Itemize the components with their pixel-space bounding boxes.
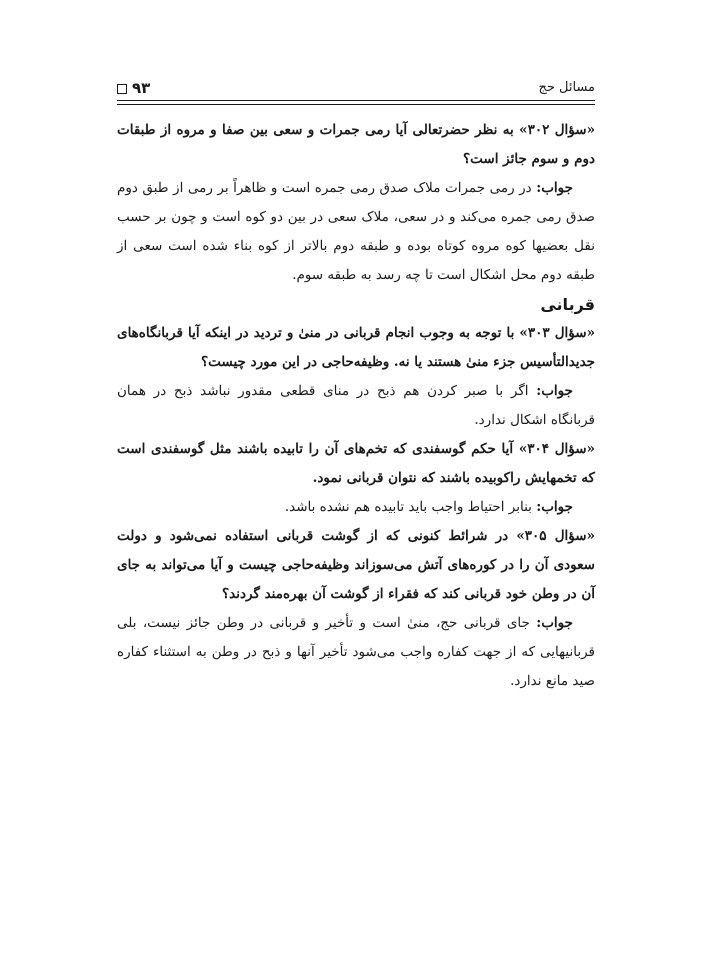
question-305: «سؤال ۳۰۵» در شرائط کنونی که از گوشت قربانی استفاده نمی‌شود و دولت سعودی آن را در کوره‌های آتش می‌سوزاند وظیفه‌حاجی چیست و آیا می‌تواند به جای آن در وطن خود قربانی کند که فقراء از گوشت آن بهره‌مند گردند؟ (117, 528, 595, 602)
answer-text: اگر با صبر کردن هم ذبح در منای قطعی مقدور نباشد ذبح در همان قربانگاه اشکال ندارد. (117, 383, 595, 428)
answer-305 (117, 609, 595, 696)
question-302: «سؤال ۳۰۲» به نظر حضرتعالی آیا رمی جمرات و سعی بین صفا و مروه از طبقات دوم و سوم جائز است؟ (117, 122, 596, 167)
header-rule-thin (117, 104, 595, 105)
answer-302 (117, 174, 595, 290)
page-header (117, 80, 595, 102)
answer-text: بنابر احتیاط واجب باید تابیده هم نشده باشد. (284, 499, 532, 515)
answer-label: جواب: (536, 180, 573, 196)
question-303: «سؤال ۳۰۳» با توجه به وجوب انجام قربانی در منیٰ و تردید در اینکه آیا قربانگاه‌های جدیدالتأسیس جزء منیٰ هستند یا نه. وظیفه‌حاجی در این مورد چیست؟ (117, 325, 596, 370)
answer-304 (117, 493, 595, 522)
square-icon (117, 84, 127, 94)
answer-label: جواب: (536, 383, 573, 399)
section-title: قربانی (540, 295, 595, 314)
header-rule-thick (117, 100, 595, 101)
page-body (117, 116, 595, 696)
page-number: ۹۳ (132, 79, 151, 97)
answer-text: جای قربانی حج، منیٰ است و تأخیر و قربانی در وطن جائز نیست، بلی قربانیهایی که از جهت کفاره واجب می‌شود تأخیر آنها و ذبح در وطن به استثناء کفاره صید مانع ندارد. (117, 615, 595, 689)
running-title: مسائل حج (538, 80, 595, 95)
answer-label: جواب: (536, 615, 573, 631)
page-number-block (117, 79, 150, 97)
answer-303 (117, 377, 595, 435)
answer-text: در رمی جمرات ملاک صدق رمی جمره است و ظاهراً بر رمی از طبق دوم صدق رمی جمره می‌کند و در سعی، ملاک سعی در بین دو کوه است و چون بر حسب نقل بعضیها کوه مروه کوتاه بوده و طبقه دوم بالاتر از کوه بناء شده است سعی از طبقه دوم محل اشکال است تا چه رسد به طبقه سوم. (117, 180, 595, 283)
answer-label: جواب: (536, 499, 573, 515)
question-304: «سؤال ۳۰۴» آیا حکم گوسفندی که تخم‌های آن را تابیده باشند مثل گوسفندی است که تخمهایش راکوبیده باشند که نتوان قربانی نمود. (117, 441, 595, 486)
